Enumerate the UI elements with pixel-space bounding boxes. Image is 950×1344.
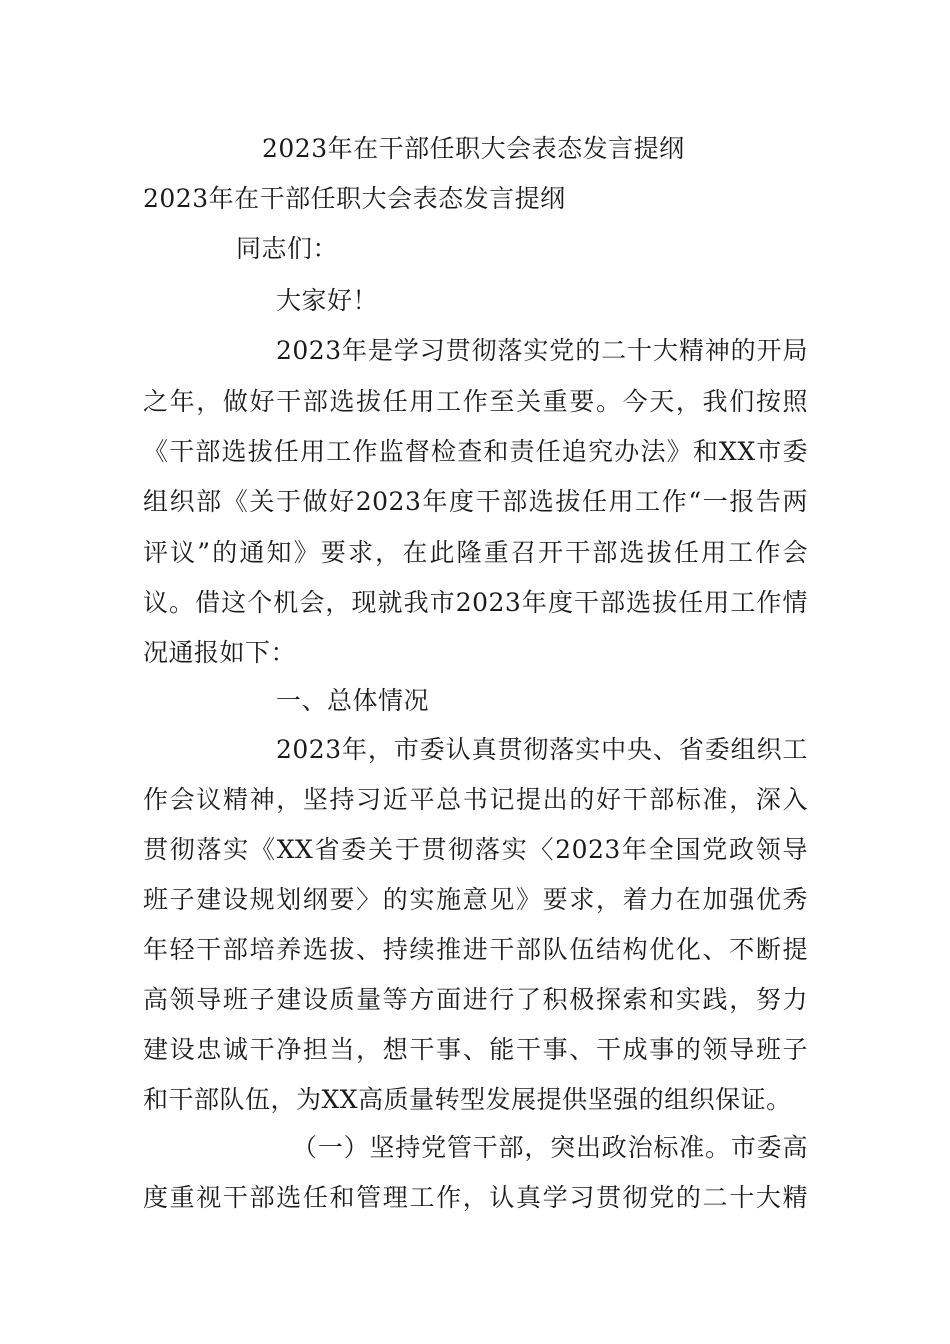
paragraph-line: 班子建设规划纲要〉的实施意见》要求，着力在加强优秀	[143, 885, 808, 914]
paragraph-line: 之年，做好干部选拔任用工作至关重要。今天，我们按照	[143, 387, 808, 416]
paragraph-line: 《干部选拔任用工作监督检查和责任追究办法》和XX市委	[143, 437, 808, 466]
paragraph-line: 2023年是学习贯彻落实党的二十大精神的开局	[276, 336, 808, 365]
paragraph-line: 作会议精神，坚持习近平总书记提出的好干部标准，深入	[143, 785, 808, 814]
paragraph-line: 评议”的通知》要求，在此隆重召开干部选拔任用工作会	[143, 538, 808, 567]
paragraph-line: 高领导班子建设质量等方面进行了积极探索和实践，努力	[143, 985, 808, 1014]
paragraph-line: 2023年，市委认真贯彻落实中央、省委组织工	[276, 735, 808, 764]
section-heading: 一、总体情况	[276, 686, 430, 715]
paragraph-line: 贯彻落实《XX省委关于贯彻落实〈2023年全国党政领导	[143, 835, 808, 864]
paragraph-line: 建设忠诚干净担当，想干事、能干事、干成事的领导班子	[143, 1035, 808, 1064]
paragraph-line: 和干部队伍，为XX高质量转型发展提供坚强的组织保证。	[143, 1085, 792, 1114]
paragraph-line: 议。借这个机会，现就我市2023年度干部选拔任用工作情	[143, 588, 808, 617]
paragraph-line: 组织部《关于做好2023年度干部选拔任用工作“一报告两	[143, 487, 808, 516]
salutation: 同志们：	[236, 234, 339, 263]
paragraph-line: 年轻干部培养选拔、持续推进干部队伍结构优化、不断提	[143, 935, 808, 964]
paragraph-line: 况通报如下：	[143, 638, 297, 667]
greeting: 大家好！	[276, 286, 379, 315]
document-title: 2023年在干部任职大会表态发言提纲	[262, 134, 685, 163]
document-subtitle: 2023年在干部任职大会表态发言提纲	[143, 184, 566, 213]
paragraph-line: 度重视干部选任和管理工作，认真学习贯彻党的二十大精	[143, 1183, 808, 1212]
paragraph-line: （一）坚持党管干部，突出政治标准。市委高	[292, 1133, 808, 1162]
